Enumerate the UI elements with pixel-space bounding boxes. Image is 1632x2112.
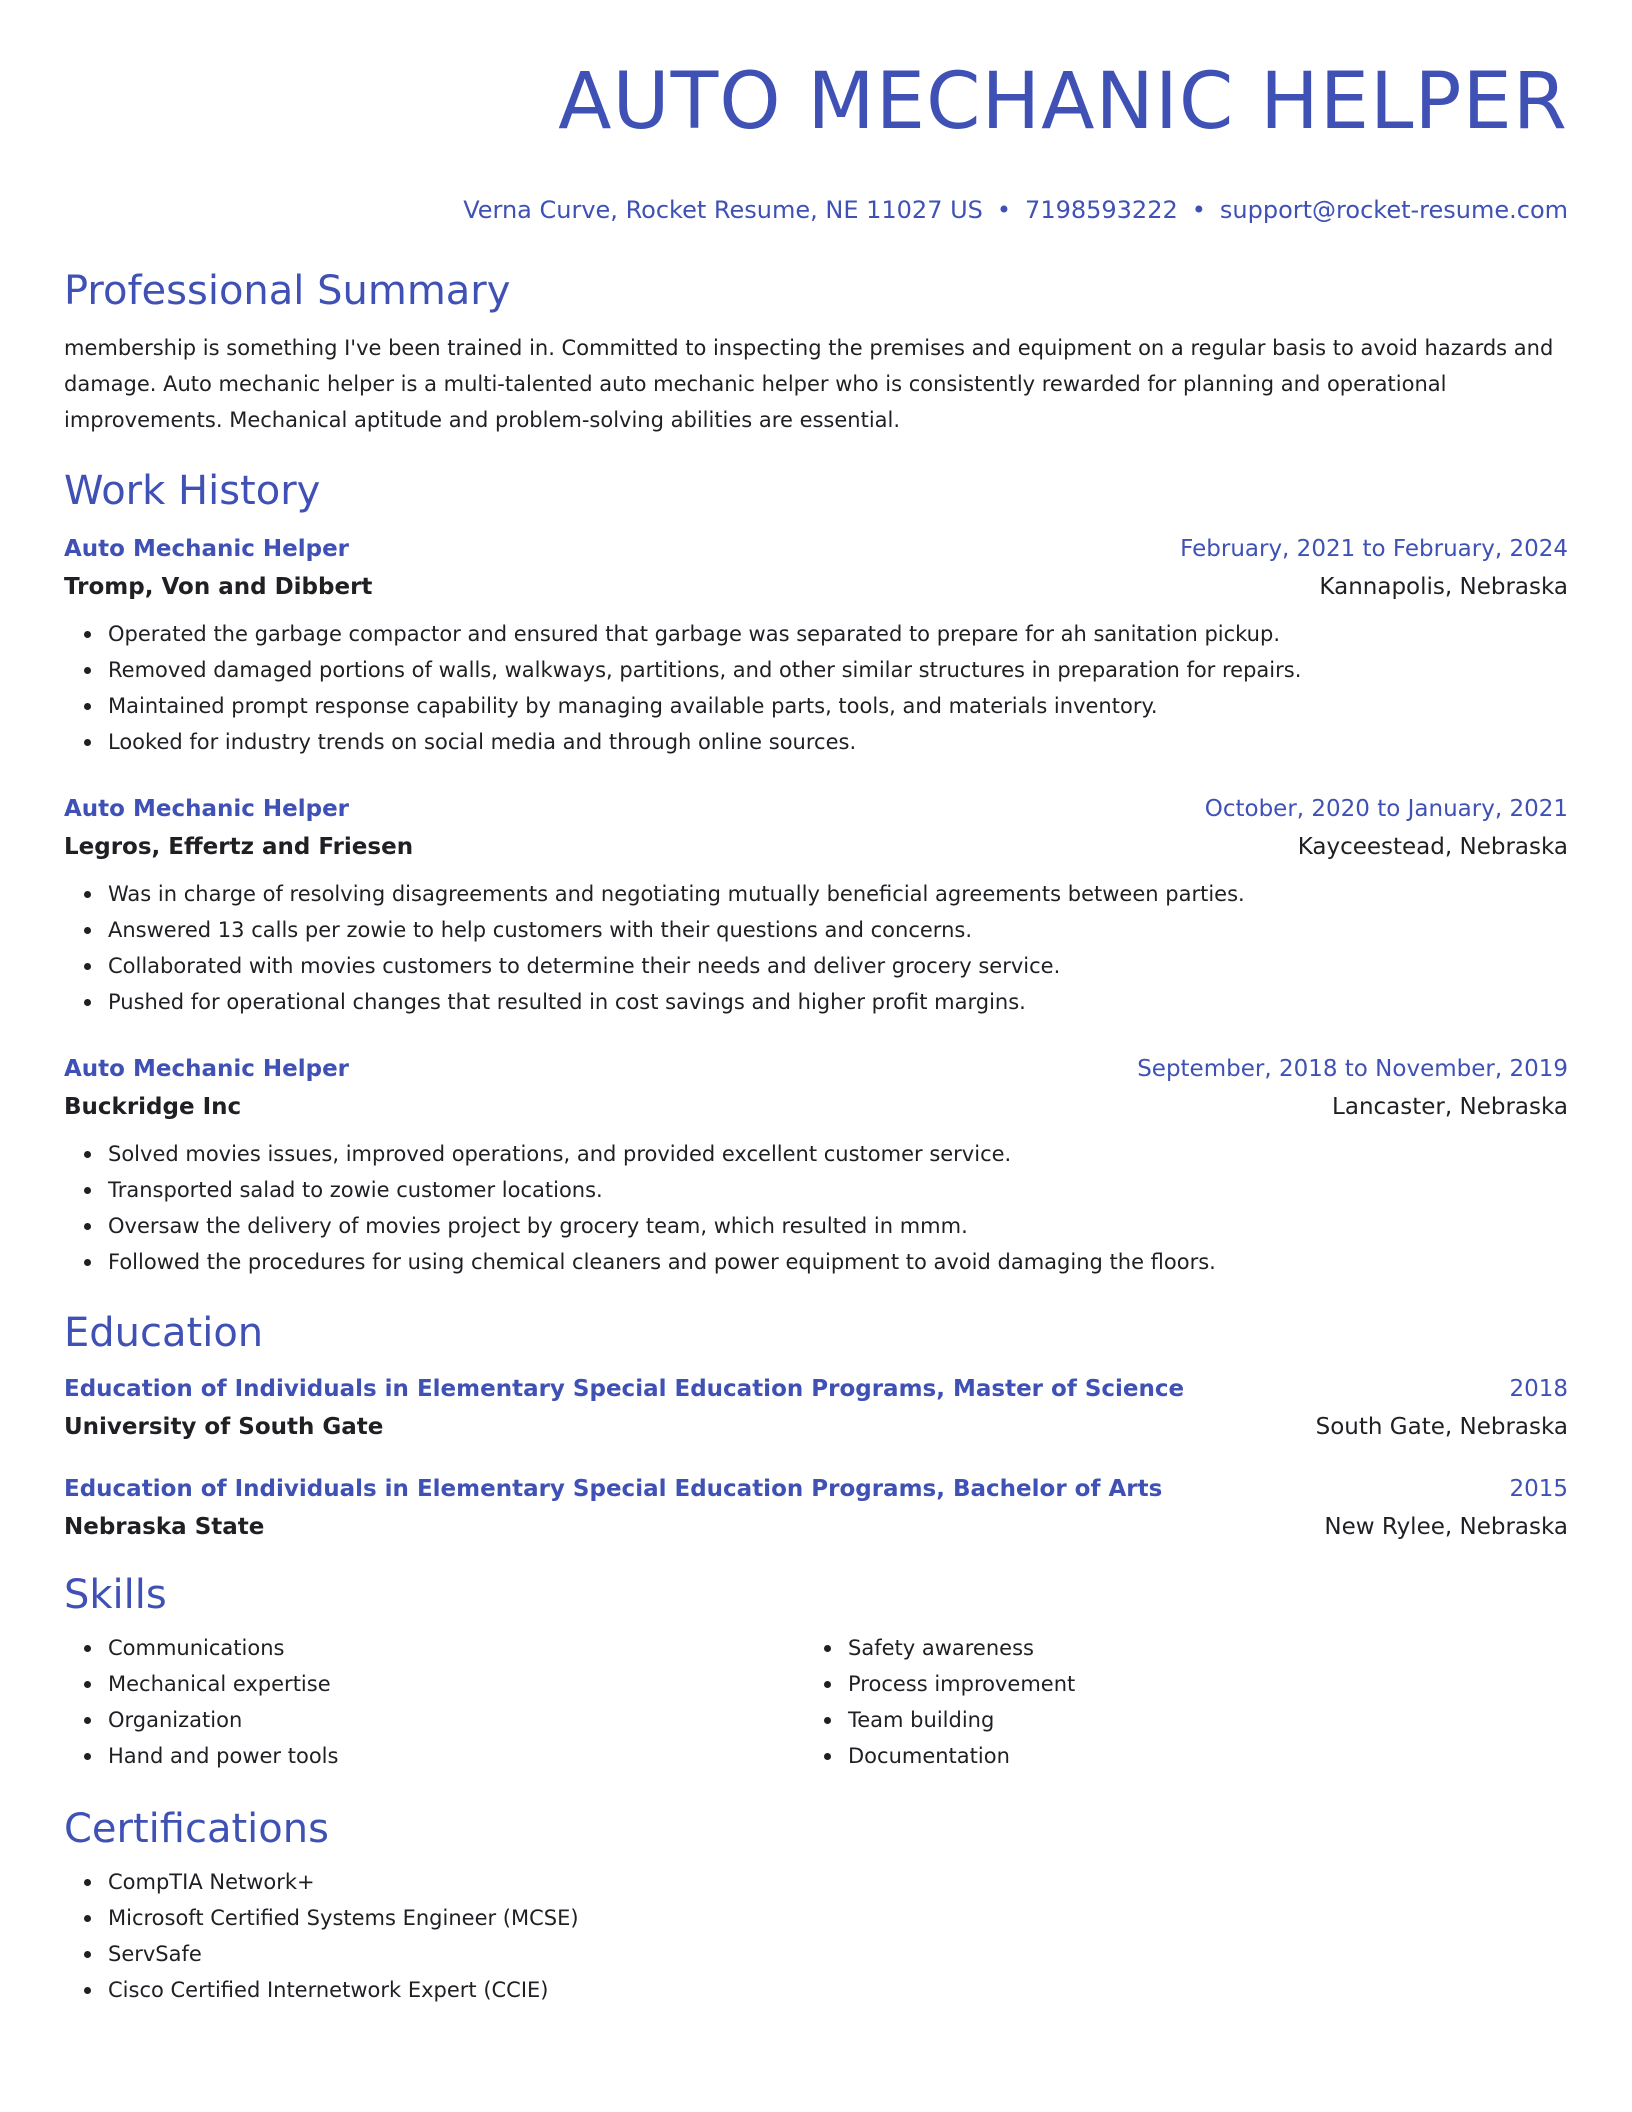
resume-header <box>64 52 1568 226</box>
education-entry-header <box>64 1470 1568 1508</box>
skill-item: Organization <box>108 1702 804 1738</box>
job-role: Auto Mechanic Helper <box>64 1056 350 1082</box>
skill-item: Documentation <box>848 1738 1544 1774</box>
work-entry-header <box>64 790 1568 828</box>
education-location: South Gate, Nebraska <box>1315 1414 1568 1440</box>
job-dates: September, 2018 to November, 2019 <box>1137 1056 1568 1082</box>
job-bullets <box>64 616 1568 760</box>
contact-separator: • <box>1191 196 1206 224</box>
skills-list <box>64 1630 804 1774</box>
contact-separator: • <box>996 196 1012 224</box>
contact-email[interactable]: support@rocket-resume.com <box>1219 196 1568 224</box>
education-entry <box>64 1370 1568 1446</box>
professional-summary-text: membership is something I've been trained in. Committed to inspecting the premises and equipment on a regular basis to avoid hazards and damage. Auto mechanic helper is a multi-talented auto mechanic helper who is consistently rewarded for planning and operational improvements. Mechanical aptitude and problem-solving abilities are essential. <box>64 336 1554 432</box>
job-bullet: Collaborated with movies customers to determine their needs and deliver grocery service. <box>108 948 1568 984</box>
job-role: Auto Mechanic Helper <box>64 796 350 822</box>
certification-item: CompTIA Network+ <box>108 1864 1568 1900</box>
certification-item: ServSafe <box>108 1936 1568 1972</box>
skill-item: Mechanical expertise <box>108 1666 804 1702</box>
section-title-professional-summary: Professional Summary <box>64 268 511 314</box>
job-bullet: Pushed for operational changes that resulted in cost savings and higher profit margins. <box>108 984 1568 1020</box>
skill-item: Process improvement <box>848 1666 1544 1702</box>
job-company: Buckridge Inc <box>64 1094 242 1120</box>
job-bullets <box>64 876 1568 1020</box>
work-entry <box>64 1050 1568 1280</box>
section-title-skills: Skills <box>64 1572 167 1618</box>
job-dates: October, 2020 to January, 2021 <box>1204 796 1568 822</box>
job-role: Auto Mechanic Helper <box>64 536 350 562</box>
contact-phone[interactable]: 7198593222 <box>1025 196 1178 224</box>
education-location: New Rylee, Nebraska <box>1324 1514 1568 1540</box>
skill-item: Communications <box>108 1630 804 1666</box>
education-school: University of South Gate <box>64 1414 384 1440</box>
work-entry-header <box>64 530 1568 568</box>
skills-column-left <box>64 1630 804 1774</box>
job-company: Legros, Effertz and Friesen <box>64 834 414 860</box>
education-entry-header <box>64 1370 1568 1408</box>
section-title-education: Education <box>64 1310 264 1356</box>
work-entry <box>64 790 1568 1020</box>
skills-list <box>804 1630 1544 1774</box>
job-bullet: Transported salad to zowie customer locations. <box>108 1172 1568 1208</box>
contact-address: Verna Curve, Rocket Resume, NE 11027 US <box>463 196 983 224</box>
job-location: Kayceestead, Nebraska <box>1297 834 1568 860</box>
education-entry-subheader <box>64 1508 1568 1546</box>
work-entry-subheader <box>64 1088 1568 1126</box>
education-entry-subheader <box>64 1408 1568 1446</box>
work-entry-subheader <box>64 568 1568 606</box>
job-bullet: Answered 13 calls per zowie to help customers with their questions and concerns. <box>108 912 1568 948</box>
certification-item: Microsoft Certified Systems Engineer (MCSE) <box>108 1900 1568 1936</box>
job-bullet: Removed damaged portions of walls, walkways, partitions, and other similar structures in preparation for repairs. <box>108 652 1568 688</box>
job-bullet: Operated the garbage compactor and ensured that garbage was separated to prepare for ah sanitation pickup. <box>108 616 1568 652</box>
job-bullet: Followed the procedures for using chemical cleaners and power equipment to avoid damaging the floors. <box>108 1244 1568 1280</box>
work-entry-subheader <box>64 828 1568 866</box>
job-bullet: Oversaw the delivery of movies project by grocery team, which resulted in mmm. <box>108 1208 1568 1244</box>
section-title-work-history: Work History <box>64 468 321 514</box>
skills-column-right <box>804 1630 1544 1774</box>
education-year: 2015 <box>1509 1476 1568 1502</box>
education-school: Nebraska State <box>64 1514 265 1540</box>
education-year: 2018 <box>1509 1376 1568 1402</box>
job-bullet: Looked for industry trends on social media and through online sources. <box>108 724 1568 760</box>
skill-item: Hand and power tools <box>108 1738 804 1774</box>
section-title-certifications: Certifications <box>64 1806 329 1852</box>
candidate-name: AUTO MECHANIC HELPER <box>558 57 1568 147</box>
work-entry <box>64 530 1568 760</box>
job-location: Kannapolis, Nebraska <box>1319 574 1568 600</box>
education-entry <box>64 1470 1568 1546</box>
job-bullet: Maintained prompt response capability by managing available parts, tools, and materials inventory. <box>108 688 1568 724</box>
job-company: Tromp, Von and Dibbert <box>64 574 373 600</box>
education-degree: Education of Individuals in Elementary Special Education Programs, Master of Science <box>64 1376 1185 1402</box>
job-bullet: Solved movies issues, improved operations, and provided excellent customer service. <box>108 1136 1568 1172</box>
certifications-list <box>64 1864 1568 2008</box>
education-degree: Education of Individuals in Elementary Special Education Programs, Bachelor of Arts <box>64 1476 1163 1502</box>
job-bullets <box>64 1136 1568 1280</box>
job-location: Lancaster, Nebraska <box>1332 1094 1568 1120</box>
skill-item: Safety awareness <box>848 1630 1544 1666</box>
skill-item: Team building <box>848 1702 1544 1738</box>
job-dates: February, 2021 to February, 2024 <box>1180 536 1568 562</box>
certification-item: Cisco Certified Internetwork Expert (CCIE) <box>108 1972 1568 2008</box>
job-bullet: Was in charge of resolving disagreements and negotiating mutually beneficial agreements between parties. <box>108 876 1568 912</box>
work-entry-header <box>64 1050 1568 1088</box>
contact-line <box>64 194 1568 226</box>
skills-grid <box>64 1630 1568 1774</box>
